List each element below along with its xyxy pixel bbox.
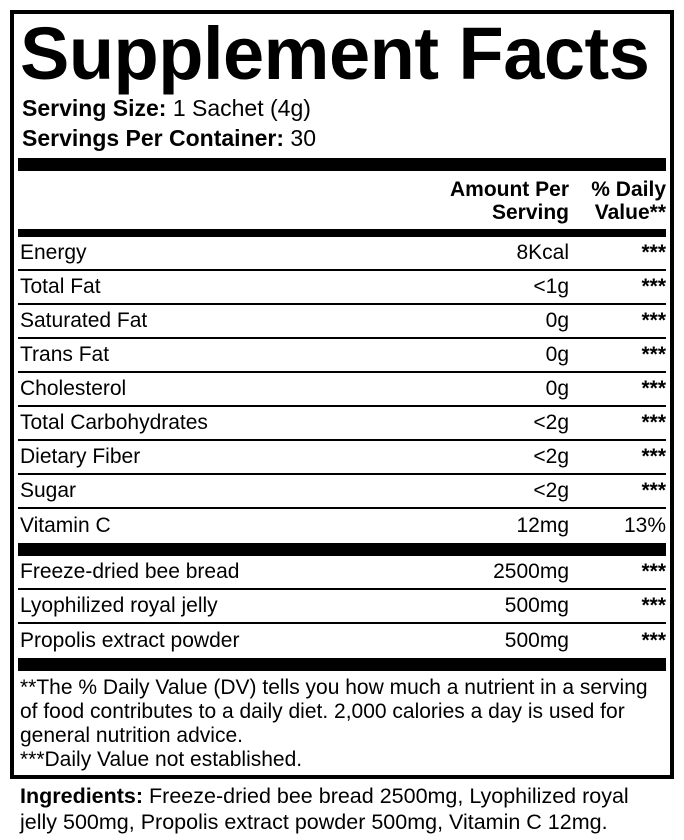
blend-ingredient-row (18, 590, 666, 624)
nutrient-name: Total Fat (20, 275, 101, 298)
nutrient-name: Sugar (20, 479, 77, 502)
nutrient-row (18, 407, 666, 441)
blend-ingredient-row (18, 624, 666, 658)
blend-ingredient-name: Propolis extract powder (20, 629, 240, 652)
nutrient-amount: <2g (533, 411, 569, 434)
blend-table (18, 556, 666, 658)
ingredients-paragraph (20, 783, 670, 835)
servings-per-container-line (22, 123, 666, 153)
blend-ingredient-name: Lyophilized royal jelly (20, 594, 218, 617)
serving-size-line (22, 93, 666, 123)
nutrient-row (18, 373, 666, 407)
dv-header-line2: Value** (594, 201, 666, 224)
nutrient-amount: <1g (533, 275, 569, 298)
thick-rule-top (18, 158, 666, 171)
label-title: Supplement Facts (20, 12, 650, 95)
amount-per-serving-header (450, 178, 569, 224)
serving-size-value: 1 Sachet (4g) (172, 95, 311, 121)
nutrient-row (18, 271, 666, 305)
not-established-footnote: ***Daily Value not established. (20, 748, 303, 771)
nutrient-row (18, 339, 666, 373)
footnote-block (18, 671, 658, 775)
amount-header-line2: Serving (491, 201, 569, 224)
nutrient-daily-value: *** (641, 309, 666, 332)
blend-ingredient-amount: 500mg (504, 594, 569, 617)
nutrient-row (18, 237, 666, 271)
nutrient-daily-value: *** (641, 275, 666, 298)
nutrient-amount: 8Kcal (516, 241, 569, 264)
serving-info (22, 93, 666, 153)
nutrient-row (18, 475, 666, 509)
serving-size-label: Serving Size: (22, 95, 167, 121)
amount-header-line1: Amount Per (449, 178, 569, 201)
ingredients-label: Ingredients: (20, 784, 144, 808)
servings-per-container-label: Servings Per Container: (22, 125, 285, 151)
nutrient-name: Vitamin C (20, 514, 111, 537)
servings-per-container-value: 30 (290, 125, 317, 151)
nutrient-name: Cholesterol (20, 377, 127, 400)
blend-ingredient-amount: 500mg (504, 629, 569, 652)
nutrient-name: Saturated Fat (20, 309, 148, 332)
supplement-facts-panel (10, 10, 674, 779)
nutrient-amount: 0g (545, 309, 569, 332)
nutrient-name: Trans Fat (20, 343, 110, 366)
nutrient-daily-value: *** (641, 343, 666, 366)
blend-ingredient-daily-value: *** (641, 629, 666, 652)
nutrient-amount: 12mg (516, 514, 569, 537)
daily-value-header (569, 178, 666, 224)
daily-value-footnote: **The % Daily Value (DV) tells you how much a nutrient in a serving of food contributes to a daily diet. 2,000 calories a day is used for general nutrition advice. (20, 676, 648, 747)
nutrient-daily-value: *** (641, 411, 666, 434)
nutrient-name: Energy (20, 241, 87, 264)
nutrient-row (18, 509, 666, 543)
blend-ingredient-daily-value: *** (641, 594, 666, 617)
blend-ingredient-daily-value: *** (641, 560, 666, 583)
dv-header-line1: % Daily (591, 178, 666, 201)
column-headers (18, 171, 666, 229)
blend-ingredient-amount: 2500mg (493, 560, 569, 583)
blend-ingredient-name: Freeze-dried bee bread (20, 560, 240, 583)
nutrient-daily-value: *** (641, 377, 666, 400)
nutrient-daily-value: *** (641, 241, 666, 264)
thick-rule-bottom (18, 658, 666, 671)
ingredients-text: Freeze-dried bee bread 2500mg, Lyophilized royal jelly 500mg, Propolis extract powder 500mg, Vitamin C 12mg. (20, 784, 629, 834)
nutrient-row (18, 305, 666, 339)
nutrient-amount: <2g (533, 445, 569, 468)
nutrient-row (18, 441, 666, 475)
medium-rule-under-headers (18, 229, 666, 237)
nutrient-name: Dietary Fiber (20, 445, 141, 468)
nutrient-name: Total Carbohydrates (20, 411, 208, 434)
nutrient-amount: <2g (533, 479, 569, 502)
nutrient-daily-value: *** (641, 479, 666, 502)
nutrient-table (18, 237, 666, 543)
nutrient-daily-value: 13% (623, 514, 666, 537)
nutrient-amount: 0g (545, 343, 569, 366)
blend-ingredient-row (18, 556, 666, 590)
thick-rule-mid (18, 543, 666, 556)
nutrient-amount: 0g (545, 377, 569, 400)
nutrient-daily-value: *** (641, 445, 666, 468)
